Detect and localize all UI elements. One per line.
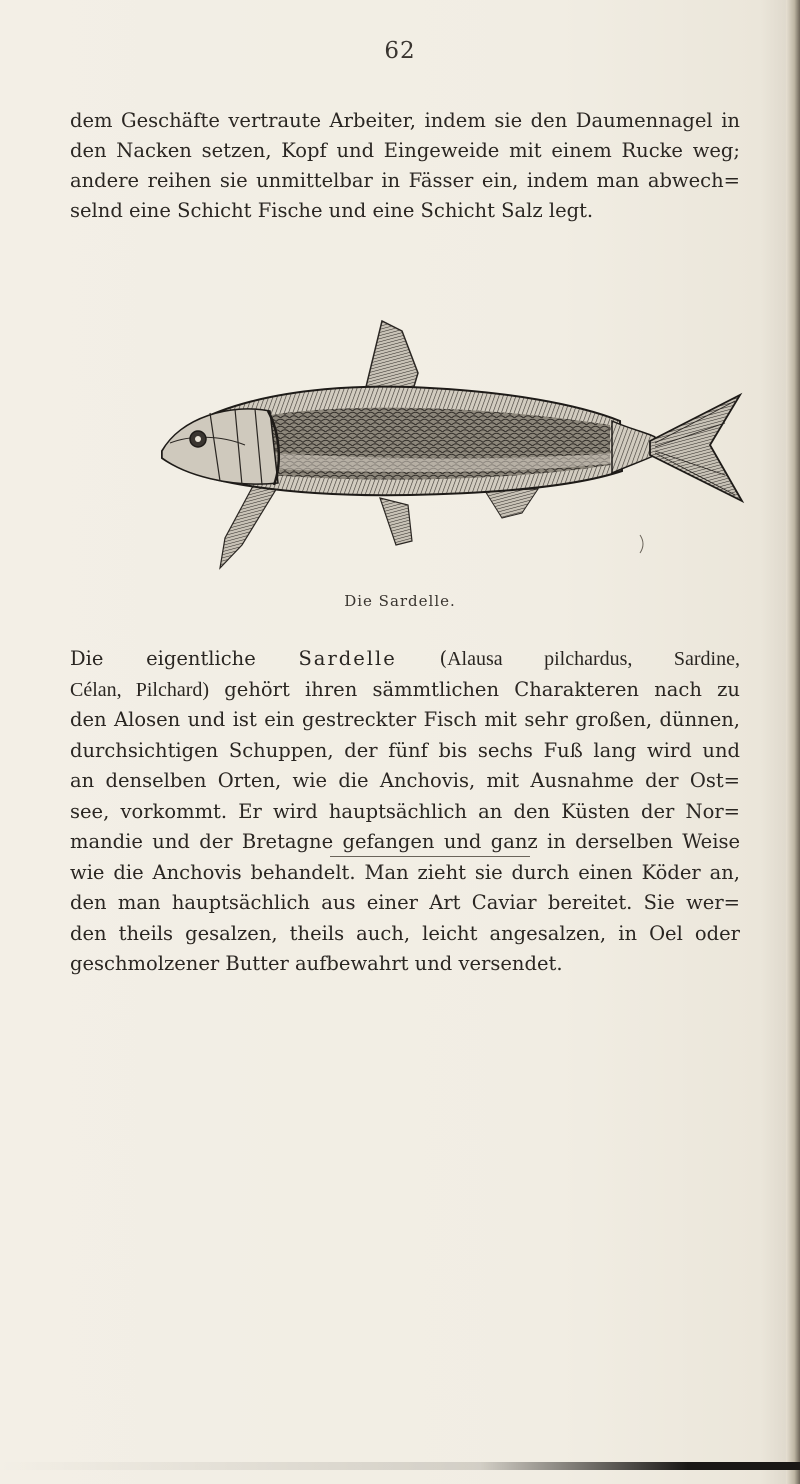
scan-edge-shadow: [0, 1462, 800, 1470]
text-line: den Nacken setzen, Kopf und Eingeweide mit einem Rucke weg;: [70, 139, 740, 162]
section-divider: [330, 856, 530, 857]
text-line: den Alosen und ist ein gestreckter Fisch mit sehr großen, dünnen,: [70, 708, 740, 731]
paragraph-sardine-description: [70, 644, 740, 980]
text-line: [70, 644, 740, 675]
page-number: 62: [384, 38, 416, 64]
text-line: geschmolzener Butter aufbewahrt und versendet.: [70, 952, 563, 975]
text-line: an denselben Orten, wie die Anchovis, mit Ausnahme der Ost=: [70, 769, 740, 792]
figure-caption: Die Sardelle.: [344, 592, 456, 610]
text-segment: gehört ihren sämmtlichen Charakteren nach zu: [209, 677, 740, 701]
text-line: durchsichtigen Schuppen, der fünf bis sechs Fuß lang wird und: [70, 738, 740, 762]
text-line: den man hauptsächlich aus einer Art Caviar bereitet. Sie wer=: [70, 891, 740, 914]
page-edge-shadow: [786, 0, 800, 1484]
text-line: [70, 675, 740, 706]
paragraph-continuation: [70, 106, 740, 226]
text-line: andere reihen sie unmittelbar in Fässer ein, indem man abwech=: [70, 169, 740, 192]
text-segment: Die eigentliche: [70, 647, 299, 670]
text-line: selnd eine Schicht Fische und eine Schicht Salz legt.: [70, 199, 594, 222]
text-line: see, vorkommt. Er wird hauptsächlich an den Küsten der Nor=: [70, 799, 740, 823]
text-line: mandie und der Bretagne gefangen und ganz in derselben Weise: [70, 830, 740, 853]
latin-names-cont: Célan, Pilchard): [70, 678, 210, 701]
species-name: Sardelle: [298, 647, 397, 670]
latin-names: Alausa pilchardus, Sardine,: [447, 648, 740, 670]
sardine-illustration: [150, 313, 745, 583]
text-line: dem Geschäfte vertraute Arbeiter, indem sie den Daumennagel in: [70, 109, 740, 132]
text-line: den theils gesalzen, theils auch, leicht angesalzen, in Oel oder: [70, 921, 740, 945]
text-segment: (: [396, 647, 448, 670]
text-line: wie die Anchovis behandelt. Man zieht sie durch einen Köder an,: [70, 860, 740, 884]
